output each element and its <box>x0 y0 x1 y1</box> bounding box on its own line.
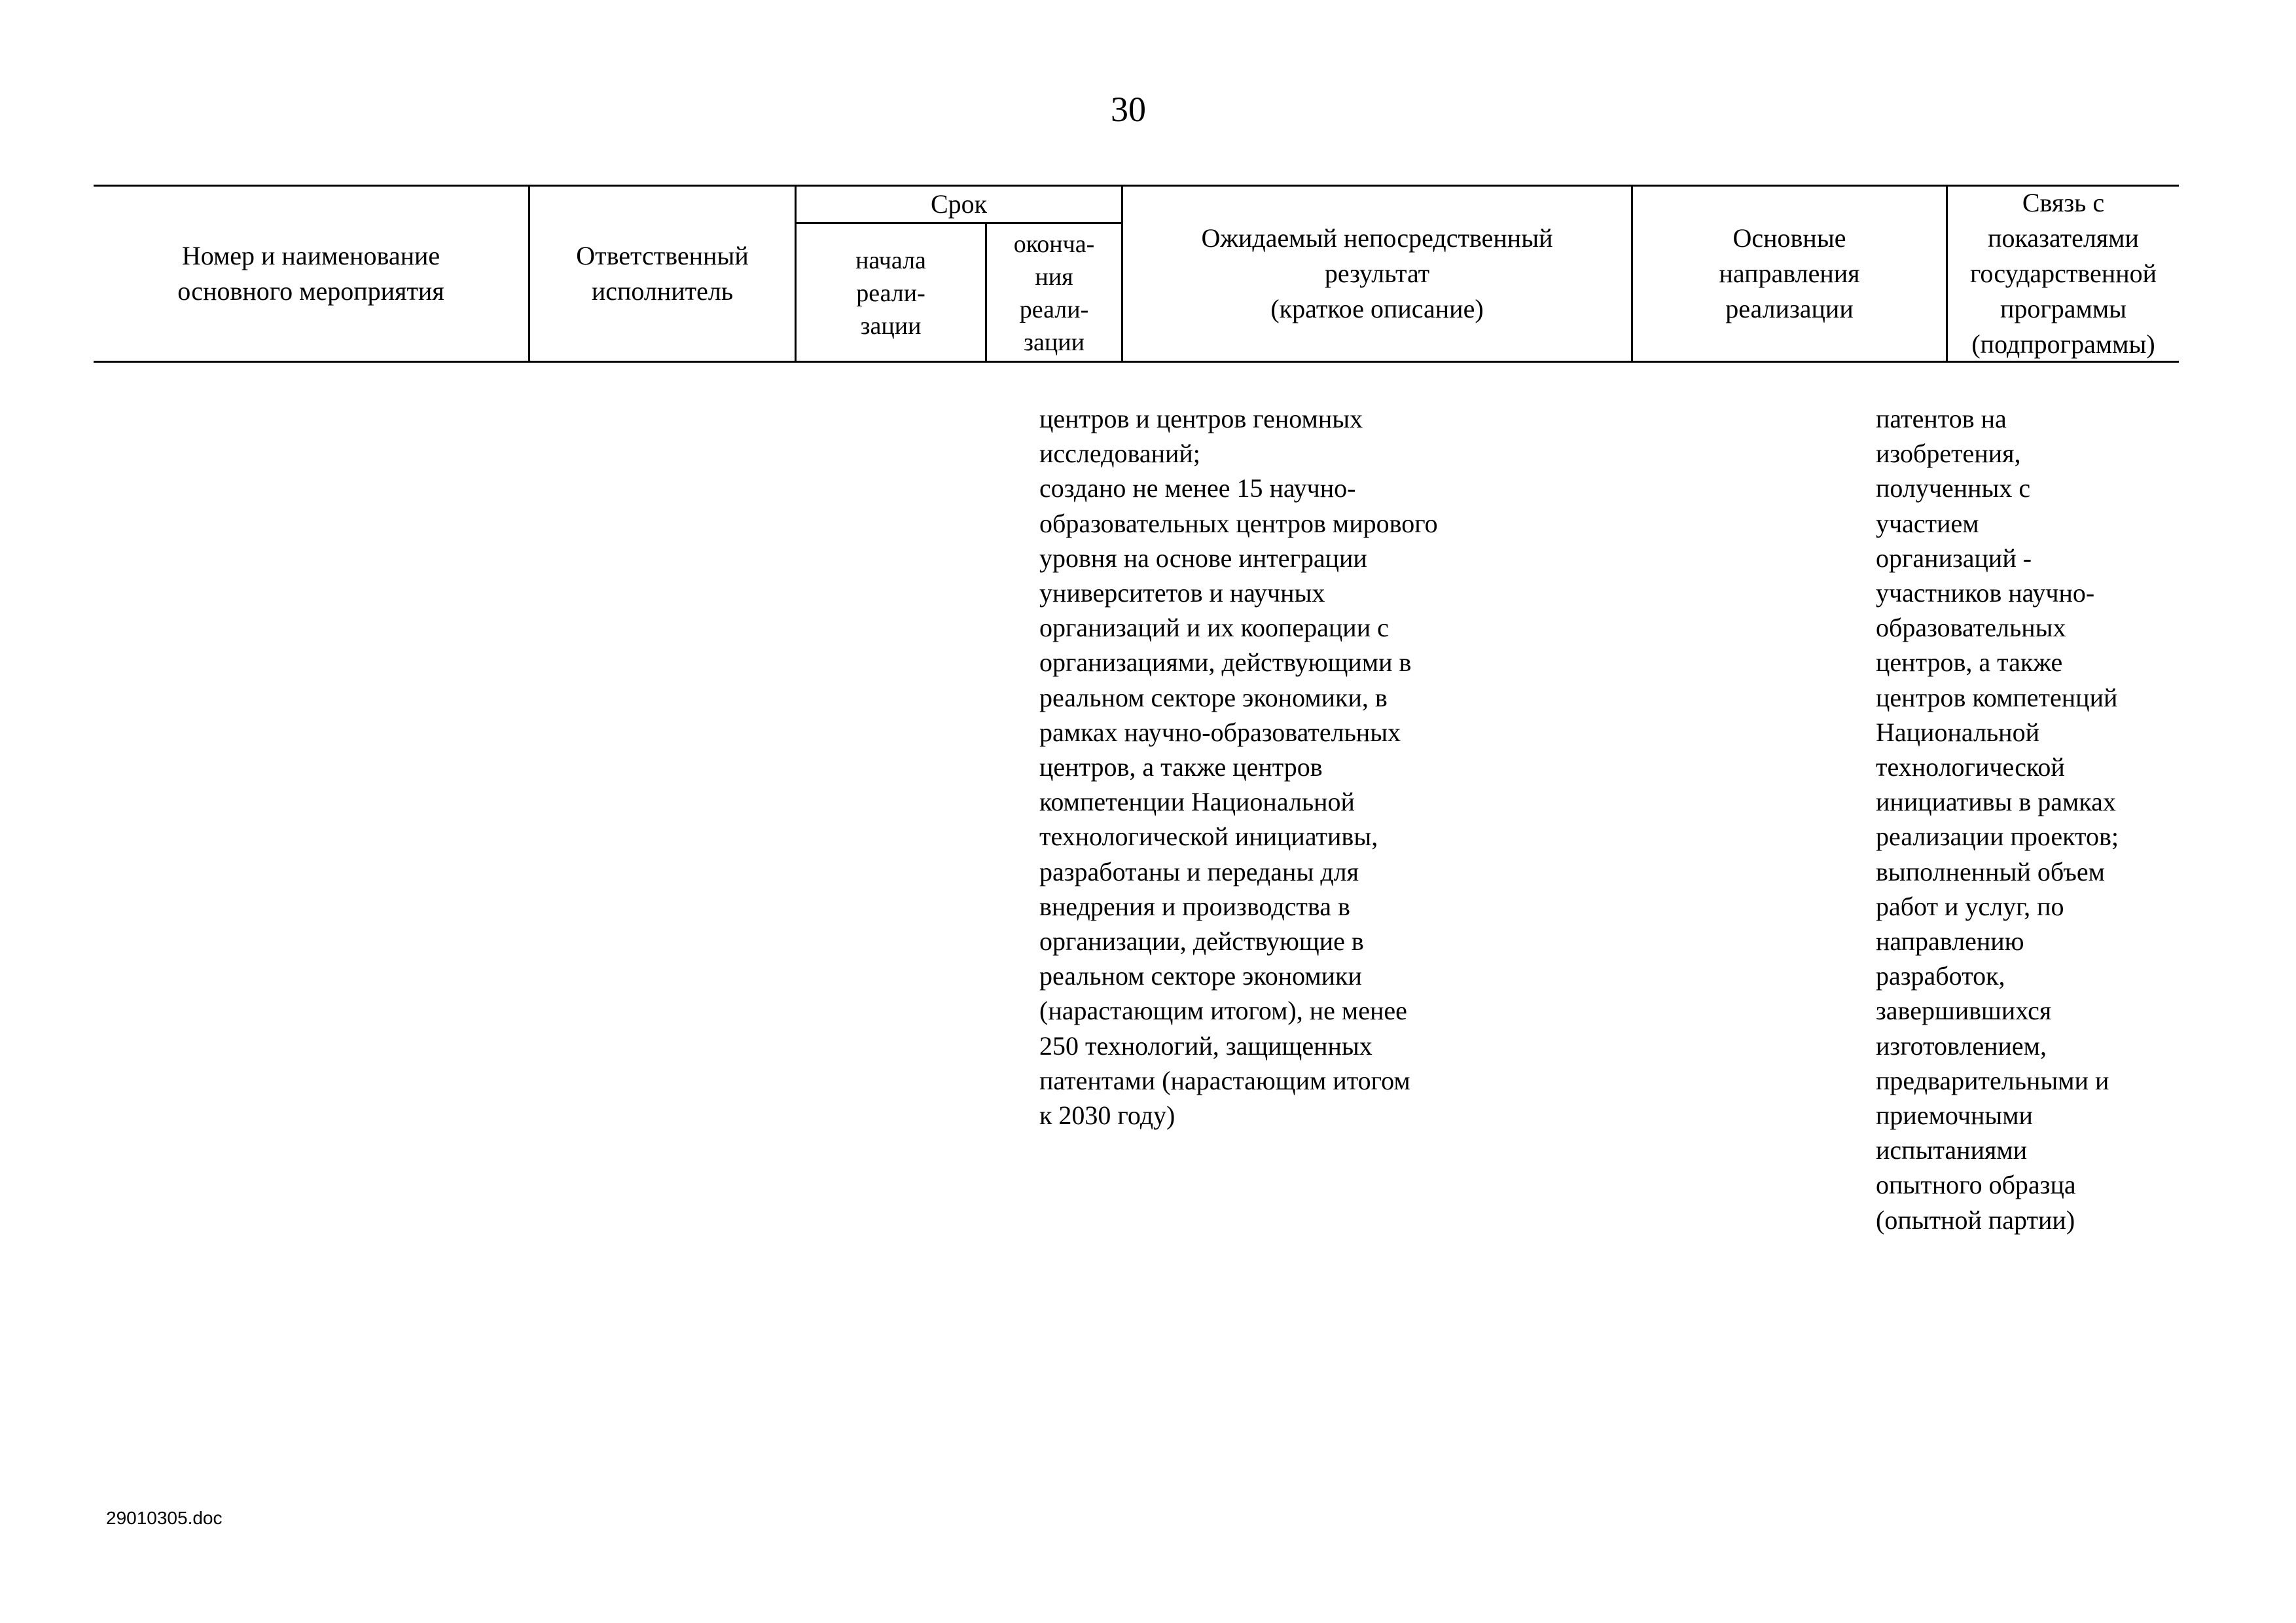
header-term-label: Срок <box>930 189 988 219</box>
header-link-label: Связь с показателями государственной программы (подпрограммы) <box>1969 188 2157 359</box>
header-cell-term <box>797 187 1121 222</box>
header-cell-link <box>1948 187 2179 361</box>
header-measure-label: Номер и наименование основного мероприятия <box>177 241 444 306</box>
header-cell-result <box>1123 187 1631 361</box>
result-description: центров и центров геномных исследований; создано не менее 15 научно- образовательных центров мирового уровня на основе интеграции университетов и научных организаций и их кооперации с организациями, действующими в реальном секторе экономики, в рамках научно-образовательных центров, а также центров компетенции Национальной технологической инициативы, разработаны и переданы для внедрения и производства в организации, действующие в реальном секторе экономики (нарастающим итогом), не менее 250 технологий, защищенных патентами (нарастающим итогом к 2030 году) <box>1039 404 1438 1131</box>
footer-filename: 29010305.doc <box>106 1508 223 1528</box>
program-indicators-link: патентов на изобретения, полученных с участием организаций - участников научно- образовательных центров, а также центров компетенций Национальной технологической инициативы в рамках реализации проектов; выполненный объем работ и услуг, по направлению разработок, завершившихся изготовлением, предварительными и приемочными испытаниями опытного образца (опытной партии) <box>1876 404 2119 1235</box>
header-cell-term-end <box>987 224 1121 363</box>
header-cell-directions <box>1633 187 1946 361</box>
header-term-end-label: оконча- ния реали- зации <box>1013 230 1095 356</box>
header-directions-label: Основные направления реализации <box>1719 223 1860 323</box>
table-header <box>94 185 2179 363</box>
header-result-label: Ожидаемый непосредственный результат (краткое описание) <box>1201 223 1553 323</box>
page-number: 30 <box>1111 90 1146 129</box>
header-cell-term-start <box>797 224 985 363</box>
header-cell-measure <box>94 187 528 361</box>
header-executor-label: Ответственный исполнитель <box>576 241 749 306</box>
header-cell-executor <box>530 187 795 361</box>
header-term-start-label: начала реали- зации <box>855 247 926 340</box>
